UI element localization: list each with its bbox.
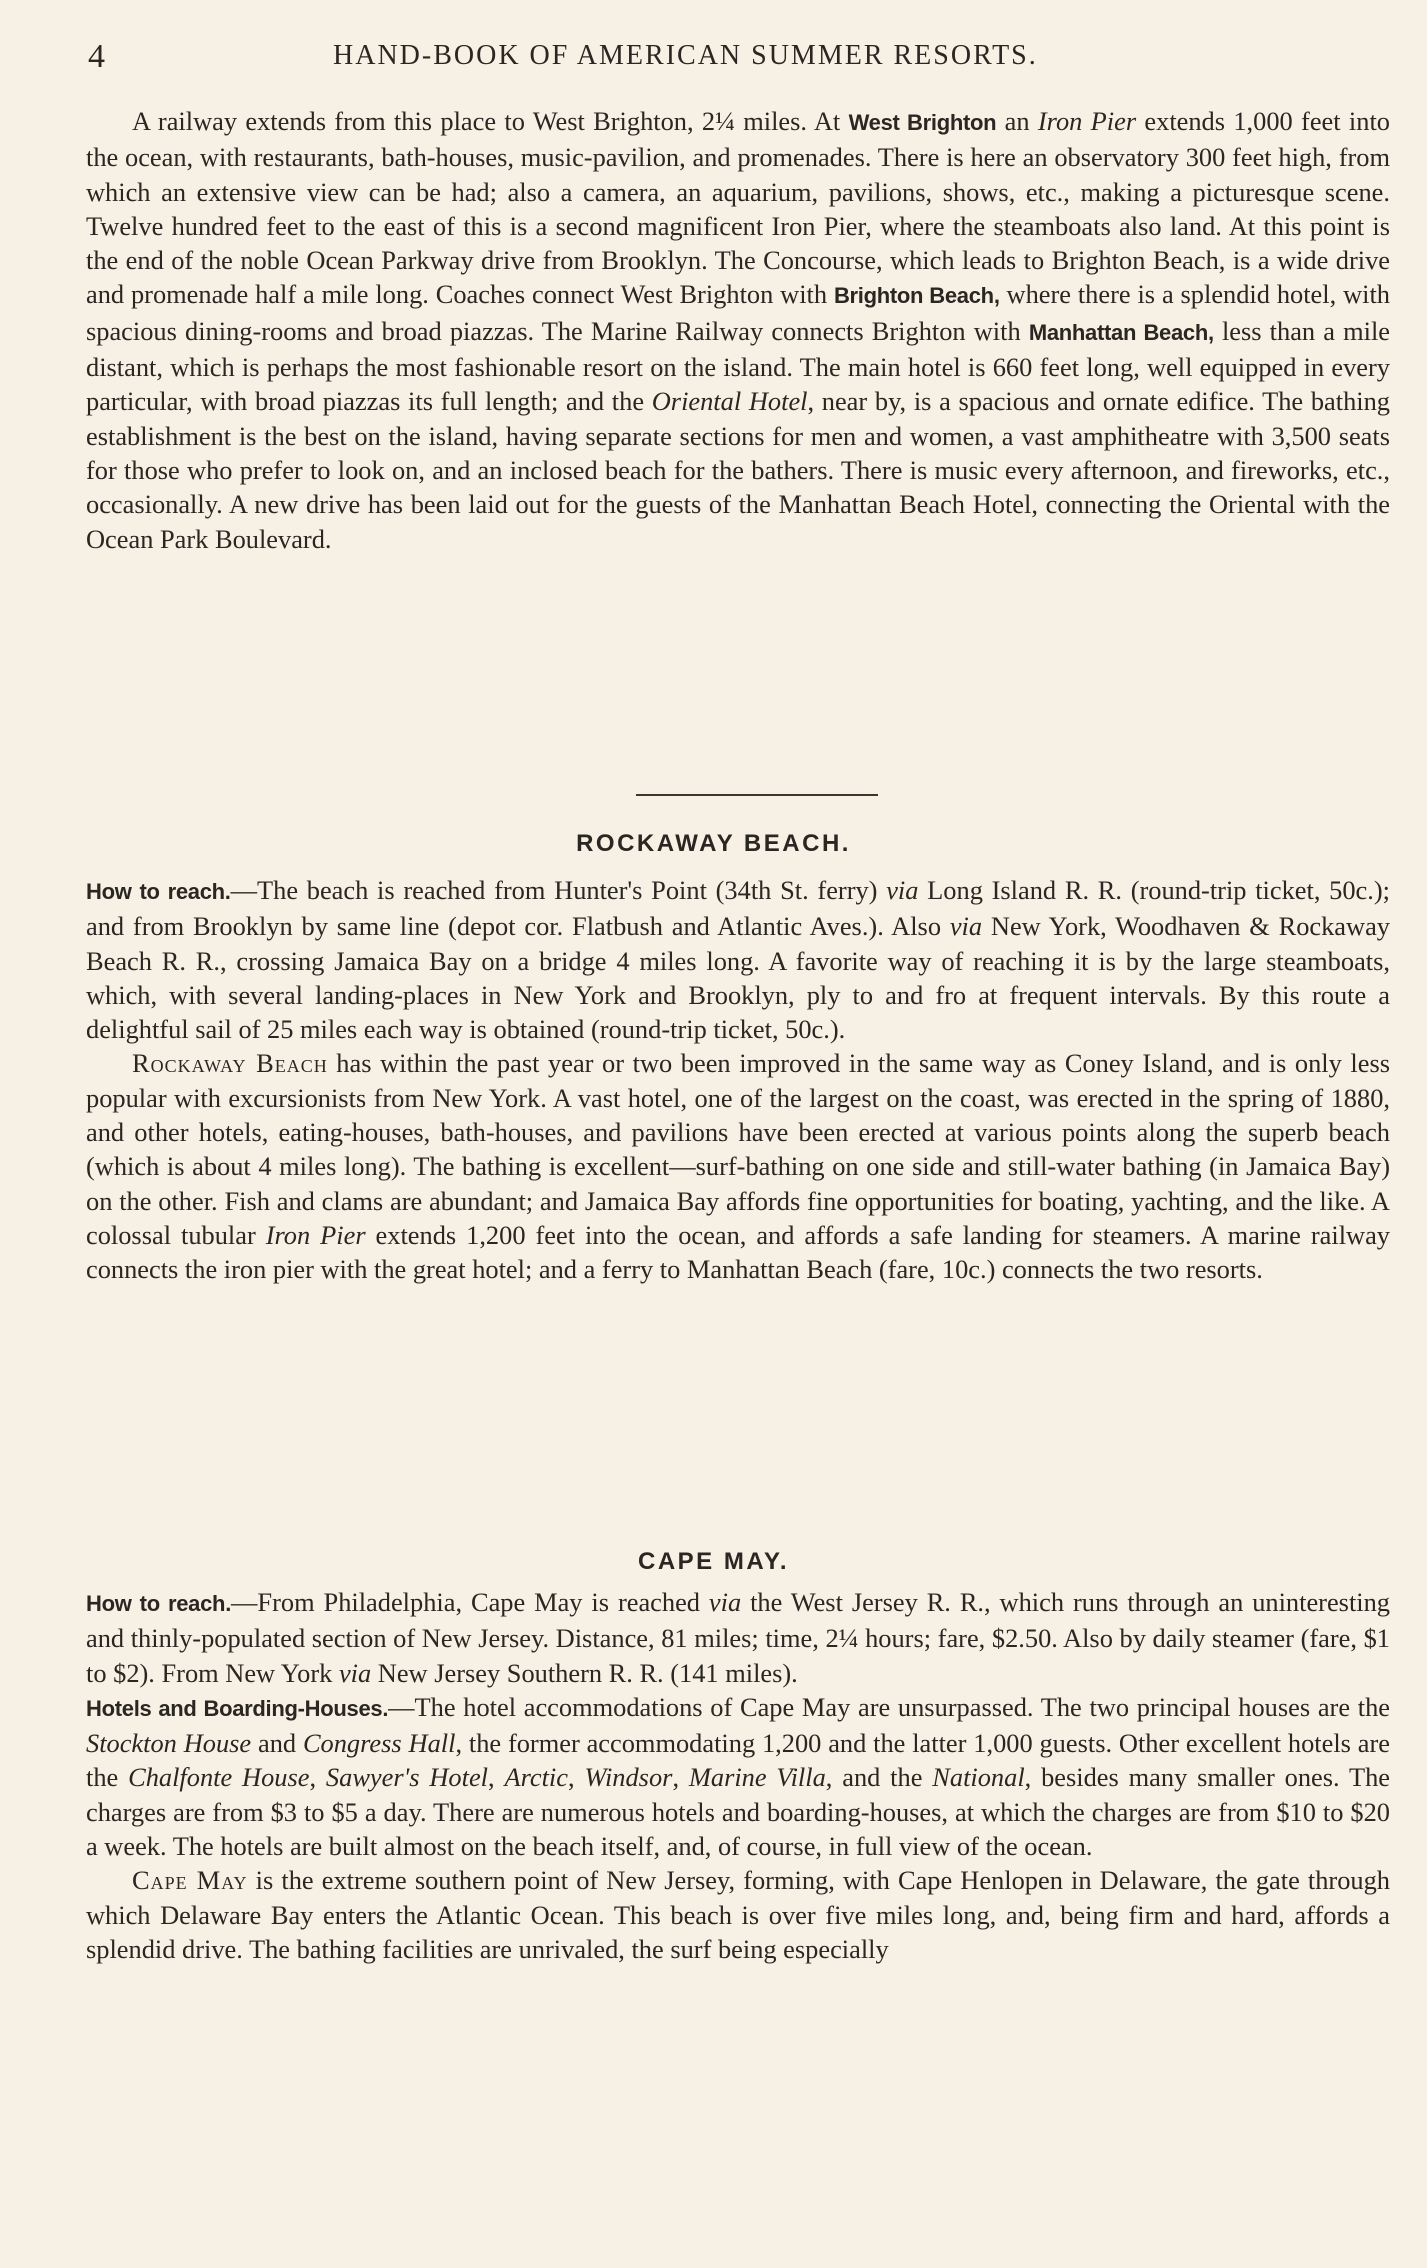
italic-stockton-house: Stockton House [86, 1728, 252, 1759]
italic-via: via [886, 875, 919, 905]
how-to-reach-label: How to reach. [86, 879, 231, 904]
text-run: and [251, 1728, 303, 1759]
text-run: , besides many smaller ones. The charges are from $3 to $5 a day. There are numerous hotels and boarding-houses, at which the charges are from $10 to $20 a week. The hotels are built almost on the beach itself, and, of course, in full view of the ocean. [86, 1762, 1391, 1862]
italic-marine-villa: Marine Villa [688, 1762, 826, 1793]
italic-oriental-hotel: Oriental Hotel [651, 386, 808, 417]
text-run: where there is a splendid hotel, with spacious dining-rooms and broad piazzas. The Marine Railway connects Brighton with [86, 279, 1390, 346]
cape-may-section [86, 1585, 1390, 1966]
italic-via: via [708, 1587, 742, 1617]
running-title: HAND-BOOK OF AMERICAN SUMMER RESORTS. [333, 40, 1038, 71]
text-run: —From Philadelphia, Cape May is reached [231, 1587, 709, 1617]
italic-arctic: Arctic [504, 1762, 568, 1793]
cape-may-description [86, 1863, 1390, 1966]
italic-iron-pier: Iron Pier [265, 1219, 366, 1250]
section-title-cape-may: CAPE MAY. [638, 1548, 789, 1575]
italic-sawyers-hotel: Sawyer's Hotel [325, 1762, 489, 1793]
text-run: , the former accommodating 1,200 and the latter 1,000 guests. Other excellent hotels are the [86, 1728, 1390, 1793]
text-run: , [567, 1762, 585, 1793]
rockaway-description [86, 1046, 1390, 1286]
text-run: extends 1,000 feet into the ocean, with restaurants, bath-houses, music-pavilion, and promenades. There is here an observatory 300 feet high, from which an extensive view can be had; also a camera, an aquarium, pavilions, shows, etc., making a picturesque scene. Twelve hundred feet to the east of this is a second magnificent Iron Pier, where the steamboats also land. At this point is the end of the noble Ocean Parkway drive from Brooklyn. The Concourse, which leads to Brighton Beach, is a wide drive and promenade half a mile long. Coaches connect West Brighton with [86, 106, 1390, 310]
place-name-brighton-beach: Brighton Beach, [833, 283, 1000, 309]
italic-congress-hall: Congress Hall [302, 1728, 456, 1759]
text-run: , near by, is a spacious and ornate edifice. The bathing establishment is the best on the island, having separate sections for men and women, a vast amphitheatre with 3,500 seats for those who prefer to look on, and an inclosed beach for the bathers. There is music every afternoon, and fireworks, etc., occasionally. A new drive has been laid out for the guests of the Manhattan Beach Hotel, connecting the Oriental with the Ocean Park Boulevard. [86, 386, 1390, 554]
cape-may-how-to-reach [86, 1585, 1390, 1690]
text-run: A railway extends from this place to West Brighton, 2¼ miles. At [132, 106, 849, 136]
text-run: the West Jersey R. R., which runs through an uninteresting and thinly-populated section of New Jersey. Distance, 81 miles; time, 2¼ hours; fare, $2.50. Also by daily steamer (fare, $1 to $2). From New York [86, 1587, 1390, 1688]
text-run: Long Island R. R. (round-trip ticket, 50c.); and from Brooklyn by same line (depot cor. Flatbush and Atlantic Aves.). Also [86, 875, 1390, 942]
small-caps-cape-may: Cape May [132, 1865, 248, 1896]
hotels-label: Hotels and Boarding-Houses. [86, 1695, 389, 1721]
section-title-rockaway: ROCKAWAY BEACH. [576, 830, 851, 857]
rockaway-how-to-reach [86, 873, 1390, 1046]
rockaway-section [86, 873, 1390, 1287]
page-header [88, 38, 1378, 78]
text-run: has within the past year or two been improved in the same way as Coney Island, and is only less popular with excursionists from New York. A vast hotel, one of the largest on the coast, was erected in the spring of 1880, and other hotels, eating-houses, bath-houses, and pavilions have been erected at various points along the superb beach (which is about 4 miles long). The bathing is excellent—surf-bathing on one side and still-water bathing (in Jamaica Bay) on the other. Fish and clams are abundant; and Jamaica Bay affords fine opportunities for boating, yachting, and the like. A colossal tubular [86, 1048, 1391, 1250]
small-caps-rockaway-beach: Rockaway Beach [132, 1048, 328, 1079]
text-run: , and the [825, 1762, 933, 1793]
text-run: —The beach is reached from Hunter's Point (34th St. ferry) [230, 875, 887, 905]
place-name-west-brighton: West Brighton [848, 110, 997, 135]
text-run: extends 1,200 feet into the ocean, and affords a safe landing for steamers. A marine railway connects the iron pier with the great hotel; and a ferry to Manhattan Beach (fare, 10c.) connects the two resorts. [86, 1219, 1390, 1285]
italic-via: via [338, 1657, 372, 1688]
text-run: —The hotel accommodations of Cape May are unsurpassed. The two principal houses are the [388, 1691, 1390, 1722]
text-run: less than a mile distant, which is perhaps the most fashionable resort on the island. The main hotel is 660 feet long, well equipped in every particular, with broad piazzas its full length; and the [86, 315, 1390, 417]
text-run: is the extreme southern point of New Jersey, forming, with Cape Henlopen in Delaware, the gate through which Delaware Bay enters the Atlantic Ocean. This beach is over five miles long, and, being firm and hard, affords a splendid drive. The bathing facilities are unrivaled, the surf being especially [86, 1865, 1390, 1964]
italic-via: via [949, 911, 983, 942]
how-to-reach-label: How to reach. [86, 1591, 232, 1616]
place-name-manhattan-beach: Manhattan Beach, [1028, 319, 1214, 345]
italic-chalfonte-house: Chalfonte House [128, 1762, 310, 1793]
page-number: 4 [88, 38, 106, 75]
coney-island-continuation [86, 104, 1390, 556]
italic-windsor: Windsor [584, 1762, 673, 1793]
cape-may-hotels [86, 1690, 1390, 1863]
text-run: , [309, 1762, 326, 1793]
coney-paragraph [86, 104, 1390, 556]
section-divider [636, 794, 878, 796]
text-run: , [488, 1762, 505, 1793]
italic-iron-pier: Iron Pier [1037, 106, 1137, 136]
italic-national: National [932, 1762, 1025, 1793]
text-run: , [672, 1762, 689, 1793]
text-run: New Jersey Southern R. R. (141 miles). [371, 1657, 798, 1688]
text-run: New York, Woodhaven & Rockaway Beach R. R., crossing Jamaica Bay on a bridge 4 miles long. A favorite way of reaching it is by the large steamboats, which, with several landing-places in New York and Brooklyn, ply to and fro at frequent intervals. By this route a delightful sail of 25 miles each way is obtained (round-trip ticket, 50c.). [86, 911, 1390, 1045]
text-run: an [996, 106, 1038, 136]
